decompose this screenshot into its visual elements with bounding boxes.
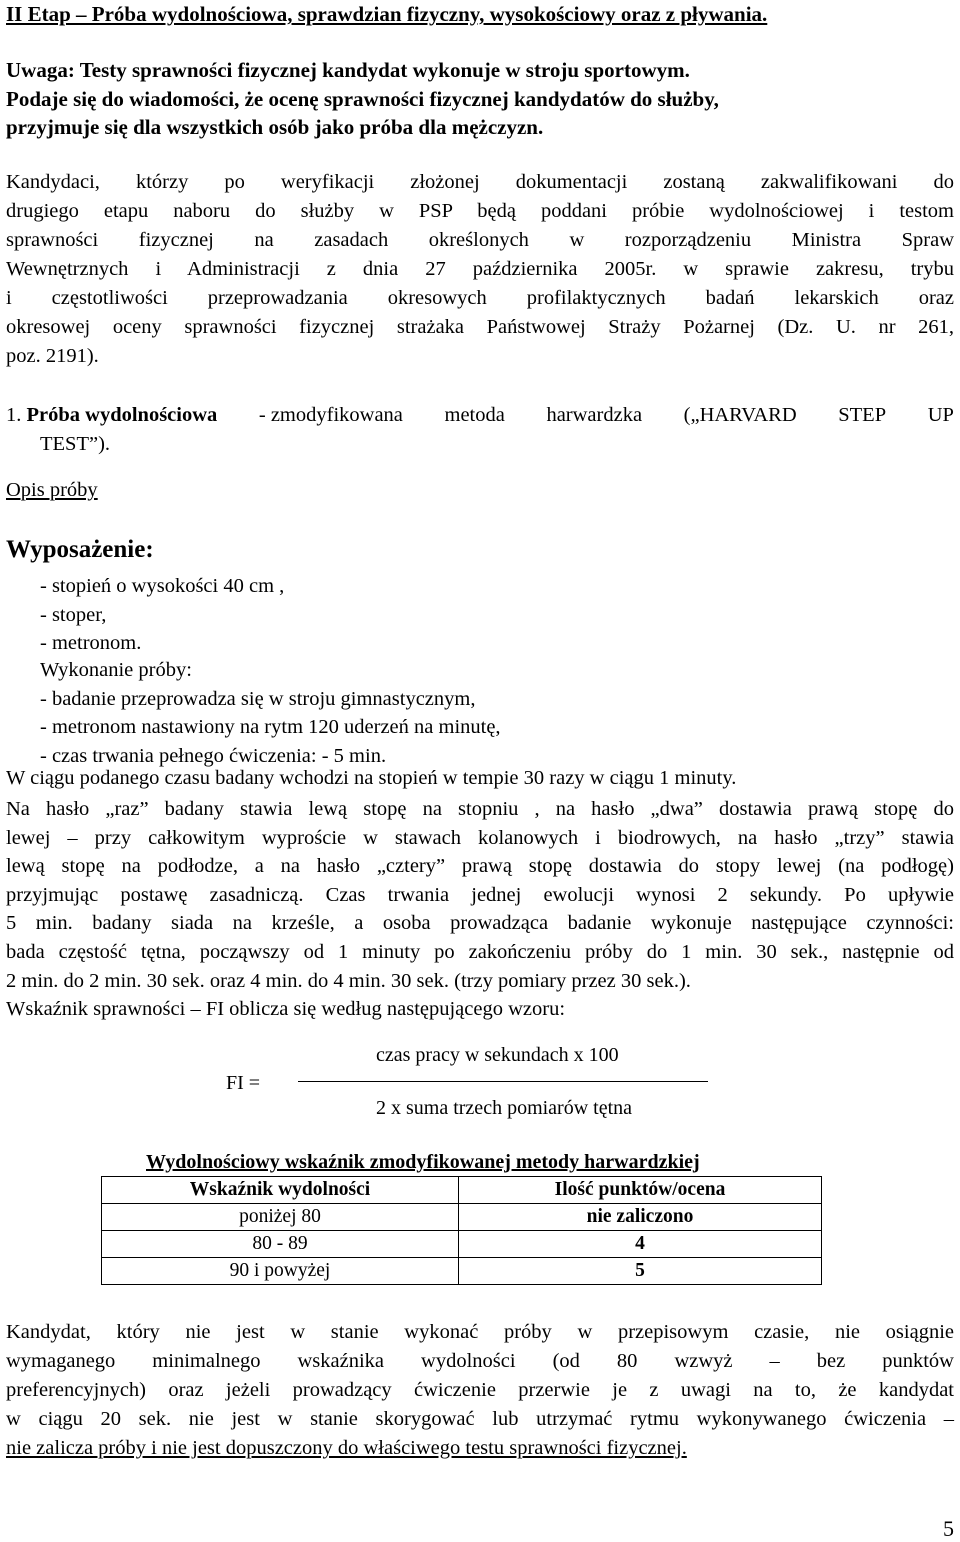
intro-line: sprawności fizycznej na zasadach określonych w rozporządzeniu Ministra Spraw — [6, 229, 954, 251]
intro-line: Wewnętrznych i Administracji z dnia 27 października 2005r. w sprawie zakresu, trybu — [6, 258, 954, 280]
note-line: przyjmuje się dla wszystkich osób jako próba dla mężczyzn. — [6, 115, 544, 139]
intro-line: drugiego etapu naboru do służby w PSP będą poddani próbie wydolnościowej i testom — [6, 200, 954, 222]
note-line: Podaje się do wiadomości, że ocenę sprawności fizycznej kandydatów do służby, — [6, 86, 719, 111]
final-line: Kandydat, który nie jest w stanie wykonać próby w przepisowym czasie, nie osiągnie — [6, 1321, 954, 1343]
description-line: przyjmując postawę zasadniczą. Czas trwania jednej ewolucji wynosi 2 sekundy. Po upływie — [6, 883, 954, 906]
intro-paragraph — [6, 168, 954, 371]
table-cell: 4 — [459, 1231, 822, 1258]
test-heading-line-2: TEST”). — [40, 433, 111, 455]
table-row — [102, 1258, 822, 1285]
performance-item: - czas trwania pełnego ćwiczenia: - 5 min. — [40, 744, 387, 767]
final-line — [6, 1434, 954, 1463]
table-cell: 90 i powyżej — [102, 1258, 459, 1285]
intro-line: okresowej oceny sprawności fizycznej strażaka Państwowej Straży Pożarnej (Dz. U. nr 261, — [6, 316, 954, 338]
final-line: preferencyjnych) oraz jeżeli prowadzący ćwiczenie przerwie je z uwagi na to, że kandydat — [6, 1379, 954, 1401]
section-opis-proby: Opis próby — [6, 479, 98, 501]
column-header: Ilość punktów/ocena — [459, 1177, 822, 1204]
final-line-underlined: nie zalicza próby i nie jest dopuszczony do właściwego testu sprawności fizycznej. — [6, 1437, 687, 1459]
test-heading — [6, 401, 954, 459]
equipment-heading: Wyposażenie: — [6, 536, 154, 563]
test-word: - zmodyfikowana — [258, 404, 403, 426]
table-header-row — [102, 1177, 822, 1204]
performance-item: - metronom nastawiony na rytm 120 uderzeń na minutę, — [40, 716, 501, 738]
description-line: lewej – przy całkowitym wyproście w stawach kolanowych i biodrowych, na hasło „trzy” stawia — [6, 826, 954, 849]
description-paragraph — [6, 795, 954, 995]
note-line: Uwaga: Testy sprawności fizycznej kandydat wykonuje w stroju sportowym. — [6, 58, 690, 82]
description-line: 2 min. do 2 min. 30 sek. oraz 4 min. do 4 min. 30 sek. (trzy pomiary przez 30 sek.). — [6, 969, 691, 992]
page-number: 5 — [943, 1516, 954, 1541]
test-name: Próba wydolnościowa — [26, 404, 218, 426]
table-row — [102, 1204, 822, 1231]
formula-label: FI = — [226, 1072, 261, 1094]
performance-item: - badanie przeprowadza się w stroju gimnastycznym, — [40, 687, 476, 710]
performance-heading: Wykonanie próby: — [40, 659, 192, 681]
intro-line: i częstotliwości przeprowadzania okresowych profilaktycznych badań lekarskich oraz — [6, 287, 954, 309]
equipment-item: - metronom. — [40, 632, 142, 654]
table-caption: Wydolnościowy wskaźnik zmodyfikowanej metody harwardzkiej — [146, 1151, 700, 1173]
test-word: metoda — [444, 404, 505, 426]
grading-table — [101, 1176, 822, 1285]
table-cell: 5 — [459, 1258, 822, 1285]
test-word: STEP — [838, 404, 887, 426]
description-line: bada częstość tętna, począwszy od 1 minuty po zakończeniu próby do 1 min. 30 sek., następnie od — [6, 940, 954, 963]
test-word: UP — [927, 404, 954, 426]
intro-line: Kandydaci, którzy po weryfikacji złożonej dokumentacji zostaną zakwalifikowani do — [6, 171, 954, 193]
notes-block — [6, 56, 954, 142]
final-line: wymaganego minimalnego wskaźnika wydolności (od 80 wzwyż – bez punktów — [6, 1350, 954, 1372]
test-heading-line — [6, 401, 954, 430]
table-cell: nie zaliczono — [459, 1204, 822, 1231]
intro-line: poz. 2191). — [6, 345, 99, 367]
formula-intro: Wskaźnik sprawności – FI oblicza się według następującego wzoru: — [6, 998, 566, 1020]
description-line: 5 min. badany siada na krześle, a osoba prowadząca badanie wykonuje następujące czynności: — [6, 912, 954, 935]
equipment-item: - stopień o wysokości 40 cm , — [40, 575, 285, 597]
column-header: Wskaźnik wydolności — [102, 1177, 459, 1204]
final-line: w ciągu 20 sek. nie jest w stanie skorygować lub utrzymać rytmu wykonywanego ćwiczenia – — [6, 1408, 954, 1430]
table-cell: 80 - 89 — [102, 1231, 459, 1258]
performance-block — [40, 656, 954, 770]
test-word: harwardzka — [546, 404, 643, 426]
equipment-item: - stoper, — [40, 603, 107, 626]
formula-denominator: 2 x suma trzech pomiarów tętna — [376, 1097, 633, 1119]
steps-paragraph: W ciągu podanego czasu badany wchodzi na stopień w tempie 30 razy w ciągu 1 minuty. — [6, 767, 737, 789]
fraction-bar — [298, 1081, 708, 1082]
formula-numerator: czas pracy w sekundach x 100 — [376, 1044, 619, 1066]
table-row — [102, 1231, 822, 1258]
equipment-list — [40, 572, 954, 658]
description-line: lewą stopę na podłodze, a na hasło „cztery” prawą stopę dostawia do stopy lewej (na podłogę) — [6, 855, 954, 878]
test-number: 1. — [6, 404, 22, 426]
test-word: („HARVARD — [683, 404, 797, 426]
table-cell: poniżej 80 — [102, 1204, 459, 1231]
test-number-and-name — [6, 401, 217, 430]
final-paragraph — [6, 1318, 954, 1463]
description-line: Na hasło „raz” badany stawia lewą stopę na stopniu , na hasło „dwa” dostawia prawą stopę do — [6, 798, 954, 820]
page-title: II Etap – Próba wydolnościowa, sprawdzian fizyczny, wysokościowy oraz z pływania. — [6, 2, 768, 26]
